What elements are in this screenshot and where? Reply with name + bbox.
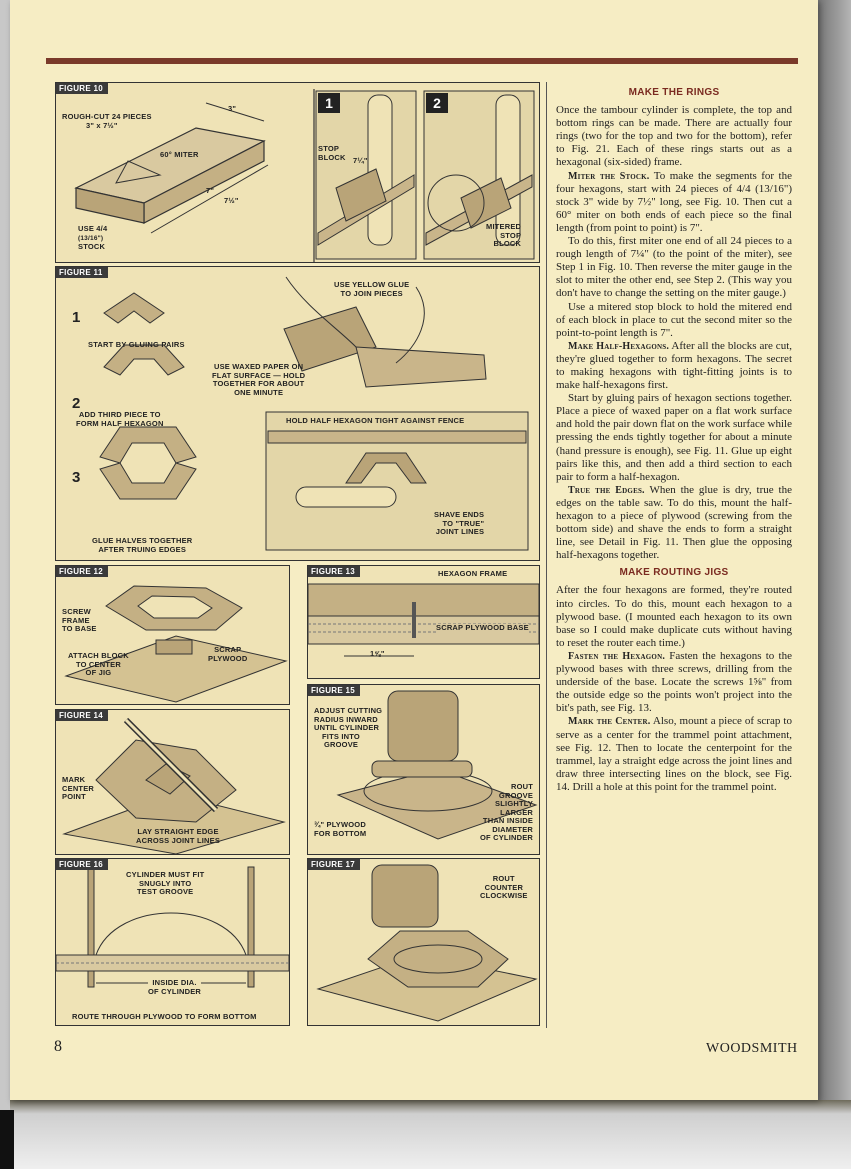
cap-glue-pairs: START BY GLUING PAIRS	[88, 340, 185, 349]
paragraph: Miter the Stock. To make the segments for the four hexagons, start with 24 pieces of 4/4 (13/16") stock 3" wide by 7½" long, see Fig. 10. Then cut a 60° miter on both ends of each piece so the final length (from point to point) is 7".	[556, 169, 792, 234]
figure-13-drawing	[308, 566, 539, 678]
page-number: 8	[54, 1038, 62, 1055]
cap-mitered-stop: MITERED STOP BLOCK	[486, 222, 522, 248]
cap-lay-straight: LAY STRAIGHT EDGE ACROSS JOINT LINES	[136, 827, 221, 845]
cap-attach-block: ATTACH BLOCK TO CENTER OF JIG	[68, 651, 129, 677]
cap-third-piece: ADD THIRD PIECE TO FORM HALF HEXAGON	[76, 410, 164, 428]
cap-cylinder-fit: CYLINDER MUST FIT SNUGLY INTO TEST GROOVE	[126, 870, 205, 896]
cap-inside-dia: INSIDE DIA. OF CYLINDER	[148, 978, 202, 996]
paragraph: Start by gluing pairs of hexagon sections together. Place a piece of waxed paper on a flat work surface and hold the pair down flat on the work surface while pressing the ends tightly together for about a minute (hand pressure is enough), see Fig. 11. Glue up eight pairs like this, and then add a third section to each pair to form a half-hexagon.	[556, 392, 792, 483]
paragraph: Fasten the Hexagon. Fasten the hexagons to the plywood bases with three screws, drilling from the underside of the base. Locate the screws 1⅝" from the outside edge so the points won't project into the bit's path, see Fig. 13.	[556, 649, 792, 715]
cap-glue-halves: GLUE HALVES TOGETHER AFTER TRUING EDGES	[92, 536, 193, 554]
run-in-head: Mark the Center.	[568, 716, 651, 728]
step-number-1: 1	[72, 309, 81, 326]
facing-page-edge	[818, 0, 851, 1100]
figure-11	[55, 266, 540, 561]
cap-miter: 60° MITER	[160, 150, 199, 159]
cap-rough-cut: ROUGH-CUT 24 PIECES 3" x 7½"	[62, 112, 152, 130]
cap-mark-center: MARK CENTER POINT	[62, 775, 95, 801]
figure-13	[307, 565, 540, 679]
scan-shadow	[0, 1110, 14, 1169]
figure-11-label: FIGURE 11	[56, 267, 108, 278]
cap-adjust-radius: ADJUST CUTTING RADIUS INWARD UNTIL CYLINDER FITS INTO GROOVE	[314, 706, 383, 749]
paragraph: True the Edges. When the glue is dry, true the edges on the table saw. To do this, mount the half-hexagon to a piece of plywood (screwing from the bottom side) and shave the ends to form a straight line, see Detail in Fig. 11. Then glue the opposing half-hexagons together.	[556, 483, 792, 562]
cap-plywood-bottom: ¾" PLYWOOD FOR BOTTOM	[314, 820, 367, 838]
step-1-badge: 1	[318, 93, 340, 113]
figure-12	[55, 565, 290, 705]
heading-routing-jigs: MAKE ROUTING JIGS	[619, 567, 729, 579]
figure-10-label: FIGURE 10	[56, 83, 108, 94]
cap-dim-3: 3"	[228, 104, 237, 113]
figure-15-label: FIGURE 15	[308, 685, 360, 696]
cap-use-stock: USE 4/4 (13/16") STOCK	[78, 224, 108, 251]
cap-stop-block: STOP BLOCK	[318, 144, 346, 162]
cap-hexagon-frame: HEXAGON FRAME	[438, 569, 508, 578]
figure-14	[55, 709, 290, 855]
cap-dim-75: 7½"	[224, 196, 239, 205]
header-rule	[46, 58, 798, 64]
column-rule	[546, 82, 547, 1028]
figure-13-label: FIGURE 13	[308, 566, 360, 577]
paragraph: Once the tambour cylinder is complete, the top and bottom rings can be made. There are actually four rings (two for the top and two for the bottom), refer to Fig. 21. Each of these rings starts out as a hexagonal (six-sided) frame.	[556, 104, 792, 169]
figure-16	[55, 858, 290, 1026]
figure-17-label: FIGURE 17	[308, 859, 360, 870]
cap-stop-dim: 7¼"	[353, 156, 368, 165]
cap-dim-7: 7"	[206, 186, 215, 195]
scan-bottom-strip	[10, 1100, 851, 1169]
cap-rout-groove: ROUT GROOVE SLIGHTLY LARGER THAN INSIDE DIAMETER OF CYLINDER	[480, 782, 534, 842]
paragraph: Use a mitered stop block to hold the mitered end of each block in place to cut the second miter so the point-to-point length is 7".	[556, 300, 792, 339]
cap-scrap-base: SCRAP PLYWOOD BASE	[436, 623, 529, 632]
paragraph: Mark the Center. Also, mount a piece of scrap to serve as a center for the trammel point attachment, see Fig. 12. Then to locate the centerpoint for the trammel, lay a straight edge across the joint lines and draw three intersecting lines on the block, see Fig. 14. Drill a hole at this point for the trammel point.	[556, 715, 792, 793]
step-number-2: 2	[72, 395, 81, 412]
step-2-badge: 2	[426, 93, 448, 113]
cap-screw-frame: SCREW FRAME TO BASE	[62, 607, 97, 633]
cap-waxed-paper: USE WAXED PAPER ON FLAT SURFACE — HOLD TOGETHER FOR ABOUT ONE MINUTE	[212, 362, 306, 397]
cap-shave-ends: SHAVE ENDS TO "TRUE" JOINT LINES	[434, 510, 485, 536]
run-in-head: Miter the Stock.	[568, 170, 650, 182]
cap-dim-158: 1⅝"	[370, 649, 385, 658]
heading-make-rings: MAKE THE RINGS	[628, 87, 720, 98]
cap-hold-fence: HOLD HALF HEXAGON TIGHT AGAINST FENCE	[286, 416, 465, 425]
figure-10-drawing	[56, 83, 539, 262]
figure-12-drawing	[56, 566, 289, 704]
cap-scrap-plywood: SCRAP PLYWOOD	[208, 645, 248, 663]
magazine-name: WOODSMITH	[706, 1041, 798, 1056]
run-in-head: Fasten the Hexagon.	[568, 650, 666, 662]
figure-16-label: FIGURE 16	[56, 859, 108, 870]
paragraph: To do this, first miter one end of all 24 pieces to a rough length of 7¼" (to the point of the miter), see Step 1 in Fig. 10. Then reverse the miter gauge in the slot to miter the other end, see Step 2. (This way you don't have to change the setting on the miter gauge.)	[556, 235, 792, 300]
cap-yellow-glue: USE YELLOW GLUE TO JOIN PIECES	[334, 280, 410, 298]
figure-15	[307, 684, 540, 855]
figure-14-label: FIGURE 14	[56, 710, 108, 721]
paragraph: After the four hexagons are formed, they're routed into circles. To do this, mount each hexagon to a plywood base. (I mounted each hexagon to its own base so I could make duplicate cuts without having to reset the router each time.)	[556, 584, 792, 649]
paragraph: Make Half-Hexagons. After all the blocks are cut, they're glued together to form hexagons. The secret to making hexagons with tight-fitting joints is to make half-hexagons first.	[556, 339, 792, 392]
run-in-head: Make Half-Hexagons.	[568, 340, 670, 352]
step-number-3: 3	[72, 469, 81, 486]
cap-route-through: ROUTE THROUGH PLYWOOD TO FORM BOTTOM	[72, 1012, 257, 1021]
article-column	[556, 86, 792, 794]
figure-10	[55, 82, 540, 263]
cap-rout-counter: ROUT COUNTER CLOCKWISE	[480, 874, 528, 900]
run-in-head: True the Edges.	[568, 484, 645, 496]
figure-12-label: FIGURE 12	[56, 566, 108, 577]
figure-17	[307, 858, 540, 1026]
